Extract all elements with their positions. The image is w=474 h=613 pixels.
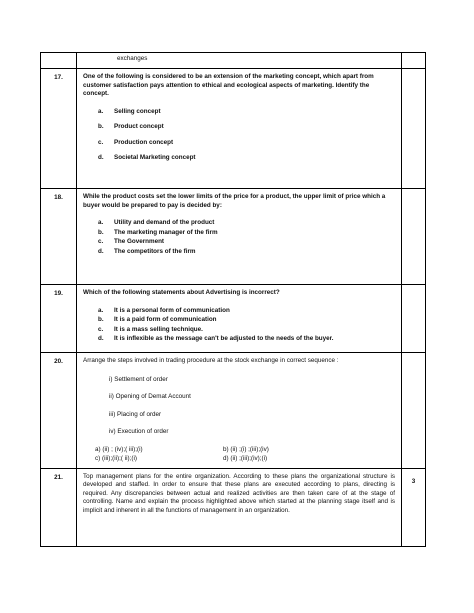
option-b: b. The marketing manager of the firm	[98, 228, 218, 236]
step-item: iv) Execution of order	[109, 428, 169, 435]
option-a: a. It is a personal form of communication	[98, 306, 230, 314]
question-body	[77, 69, 402, 189]
continuation-marks-cell	[402, 53, 426, 69]
question-marks	[402, 69, 426, 189]
question-number: 17.	[41, 69, 77, 189]
option-list	[83, 219, 395, 256]
option-a: a. Utility and demand of the product	[98, 219, 215, 226]
step-list	[83, 376, 395, 437]
question-marks	[402, 189, 426, 285]
step-item: i) Settlement of order	[109, 375, 168, 383]
option-c: c. The Government	[98, 238, 165, 245]
question-text: Arrange the steps involved in trading procedure at the stock exchange in correct sequence :	[83, 357, 339, 364]
question-body	[77, 285, 402, 353]
option-a: a. Selling concept	[98, 107, 161, 115]
choice-a: a) (ii) ; (iv);( iii);(i)	[95, 445, 143, 453]
choice-c: c) (iii);(ii);( ii);(i)	[95, 455, 137, 462]
question-row-17	[41, 69, 426, 189]
question-number: 21.	[41, 468, 77, 546]
question-text: While the product costs set the lower limits of the price for a product, the upper limit of price which a buyer would be prepared to pay is decided by:	[83, 193, 386, 209]
option-list	[83, 108, 395, 163]
question-text: Which of the following statements about Advertising is incorrect?	[83, 289, 280, 296]
choice-d: d) (ii) ;(iii);(iv);(i)	[223, 455, 268, 462]
question-table	[40, 52, 426, 547]
question-row-19	[41, 285, 426, 353]
option-d: d. Societal Marketing concept	[98, 154, 196, 161]
question-marks	[402, 353, 426, 469]
option-c: c. Production concept	[98, 138, 174, 146]
option-b: b. It is a paid form of communication	[98, 316, 217, 323]
choice-b: b) (ii) ;(i) ;(iii);(iv)	[223, 445, 269, 453]
answer-choices	[83, 446, 395, 464]
question-row-18	[41, 189, 426, 285]
question-number: 18.	[41, 189, 77, 285]
question-body	[77, 189, 402, 285]
option-b: b. Product concept	[98, 123, 164, 130]
option-d: d. It is inflexible as the message can't be adjusted to the needs of the buyer.	[98, 335, 334, 342]
question-body	[77, 353, 402, 469]
question-text: Top management plans for the entire organization. According to these plans the organizational structure is developed and staffed. In order to ensure that these plans are executed according to plans, directing is required. Any discrepancies between actual and realized activities are then taken care of at the stage of controlling. Name and explain the process highlighted above which started at the planning stage itself and is implicit and inherent in all the functions of management in an organization.	[83, 472, 395, 514]
continuation-number-cell	[41, 53, 77, 69]
option-list	[83, 307, 395, 344]
question-text: One of the following is considered to be an extension of the marketing concept, which apart from customer satisfaction pays attention to ethical and ecological aspects of marketing. Identify the concept.	[83, 73, 374, 97]
question-body	[77, 468, 402, 546]
continuation-row	[41, 53, 426, 69]
option-c: c. It is a mass selling technique.	[98, 325, 203, 333]
step-item: ii) Opening of Demat Account	[109, 393, 191, 400]
question-marks: 3	[402, 468, 426, 546]
question-number: 20.	[41, 353, 77, 469]
question-row-21	[41, 468, 426, 546]
question-number: 19.	[41, 285, 77, 353]
step-item: iii) Placing of order	[109, 410, 162, 418]
continuation-text: exchanges	[77, 53, 402, 69]
option-d: d. The competitors of the firm	[98, 247, 196, 255]
question-row-20	[41, 353, 426, 469]
question-marks	[402, 285, 426, 353]
